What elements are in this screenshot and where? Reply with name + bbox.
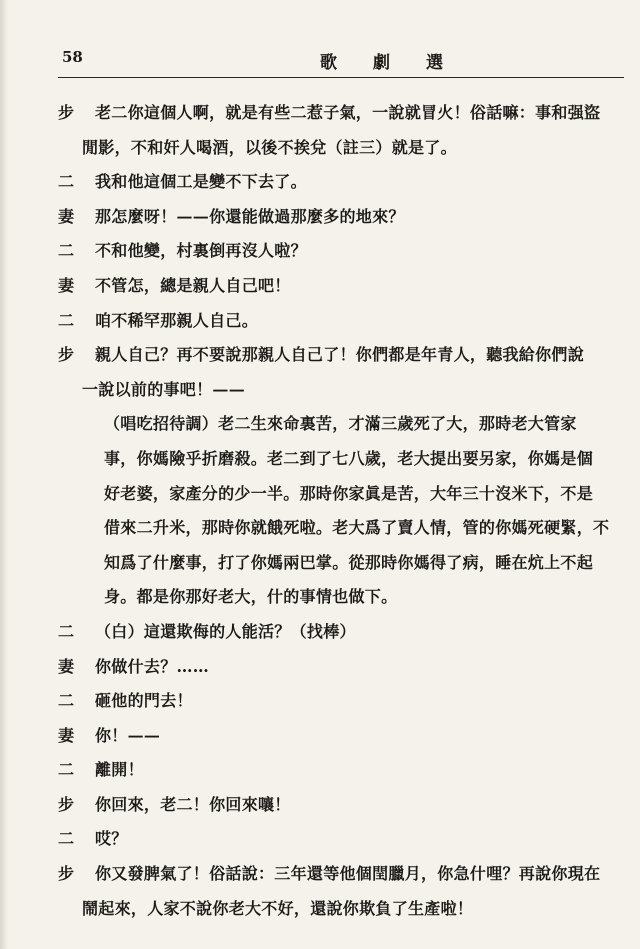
- song-lyric-text: 事，你媽險乎折磨殺。老二到了七八歲，老大提出要另家，你媽是個: [104, 448, 594, 468]
- dialogue-text: 老二你這個人啊，就是有些二惹子氣，一說就冒火！俗話嘛：事和强盜: [95, 103, 601, 122]
- page-header: [62, 48, 622, 76]
- script-line: [58, 546, 624, 581]
- script-line: [58, 338, 624, 373]
- dialogue-text: 不管怎，總是親人自己吧！: [95, 275, 291, 295]
- script-line: [58, 684, 624, 719]
- script-line: [58, 822, 624, 857]
- dialogue-text: 你回來，老二！你回來嚷！: [95, 794, 291, 814]
- speaker-label: 步: [58, 864, 75, 884]
- speaker-label: 二: [58, 829, 75, 849]
- speaker-label: 妻: [58, 206, 75, 226]
- script-line: [58, 131, 624, 166]
- speaker-label: 二: [58, 172, 75, 192]
- script-line: [58, 200, 624, 235]
- script-line: [58, 407, 624, 442]
- script-line: [58, 477, 624, 512]
- script-line: [58, 165, 624, 200]
- script-line: [58, 511, 624, 546]
- page-gutter-shadow: [0, 0, 8, 949]
- dialogue-text: 閒影，不和奸人喝酒，以後不挨兌（註三）就是了。: [82, 137, 457, 157]
- dialogue-text: 你做什去？……: [95, 656, 210, 676]
- dialogue-text: 親人自己？再不要說那親人自己了！你們都是年青人，聽我給你們說: [95, 345, 585, 365]
- script-line: [58, 788, 624, 823]
- speaker-label: 步: [58, 794, 75, 814]
- speaker-label: 二: [58, 621, 75, 641]
- dialogue-text: 哎？: [95, 829, 128, 849]
- speaker-label: 步: [58, 345, 75, 365]
- dialogue-text: 咱不稀罕那親人自己。: [95, 310, 259, 330]
- song-lyric-text: 好老婆，家產分的少一半。那時你家眞是苦，大年三十沒米下，不是: [104, 483, 594, 503]
- script-line: [58, 373, 624, 408]
- script-line: [58, 304, 624, 339]
- dialogue-text: 不和他變，村裏倒再沒人啦？: [95, 241, 307, 261]
- script-line: [58, 857, 624, 892]
- dialogue-text: 一說以前的事吧！——: [82, 379, 246, 399]
- song-lyric-text: 借來二升米，那時你就餓死啦。老大爲了賣人情，管的你媽死硬緊，不: [104, 518, 610, 538]
- dialogue-text: 砸他的門去！: [95, 691, 193, 711]
- dialogue-text: （白）這還欺侮的人能活？（找棒）: [95, 621, 356, 641]
- dialogue-text: 你！——: [95, 725, 161, 745]
- script-line: [58, 892, 624, 927]
- song-lyric-text: （唱吃招待調）老二生來命裏苦，才滿三歲死了大，那時老大管家: [104, 414, 577, 434]
- script-line: [58, 719, 624, 754]
- speaker-label: 妻: [58, 725, 75, 745]
- play-script-body: [58, 96, 624, 926]
- dialogue-text: 那怎麼呀！——你還能做過那麼多的地來？: [95, 206, 405, 226]
- header-rule: [58, 77, 624, 78]
- dialogue-text: 鬧起來，人家不說你老大不好，還說你欺負了生產啦！: [82, 898, 474, 918]
- speaker-label: 二: [58, 691, 75, 711]
- speaker-label: 二: [58, 760, 75, 780]
- script-line: [58, 753, 624, 788]
- speaker-label: 妻: [58, 656, 75, 676]
- script-line: [58, 269, 624, 304]
- script-line: [58, 234, 624, 269]
- speaker-label: 妻: [58, 275, 75, 295]
- dialogue-text: 我和他這個工是變不下去了。: [95, 172, 307, 192]
- speaker-label: 步: [58, 103, 75, 122]
- script-line: [58, 650, 624, 685]
- speaker-label: 二: [58, 310, 75, 330]
- dialogue-text: 你又發脾氣了！俗話說：三年還等他個閏臘月，你急什哩？再說你現在: [95, 864, 601, 884]
- page-number: 58: [62, 48, 83, 66]
- script-line: [58, 96, 624, 131]
- song-lyric-text: 身。都是你那好老大，什的事情也做下。: [104, 587, 398, 607]
- script-line: [58, 615, 624, 650]
- dialogue-text: 離開！: [95, 760, 144, 780]
- song-lyric-text: 知爲了什麼事，打了你媽兩巴掌。從那時你媽得了病，睡在炕上不起: [104, 552, 594, 572]
- speaker-label: 二: [58, 241, 75, 261]
- script-line: [58, 442, 624, 477]
- running-title: 歌劇選: [320, 53, 479, 73]
- script-line: [58, 580, 624, 615]
